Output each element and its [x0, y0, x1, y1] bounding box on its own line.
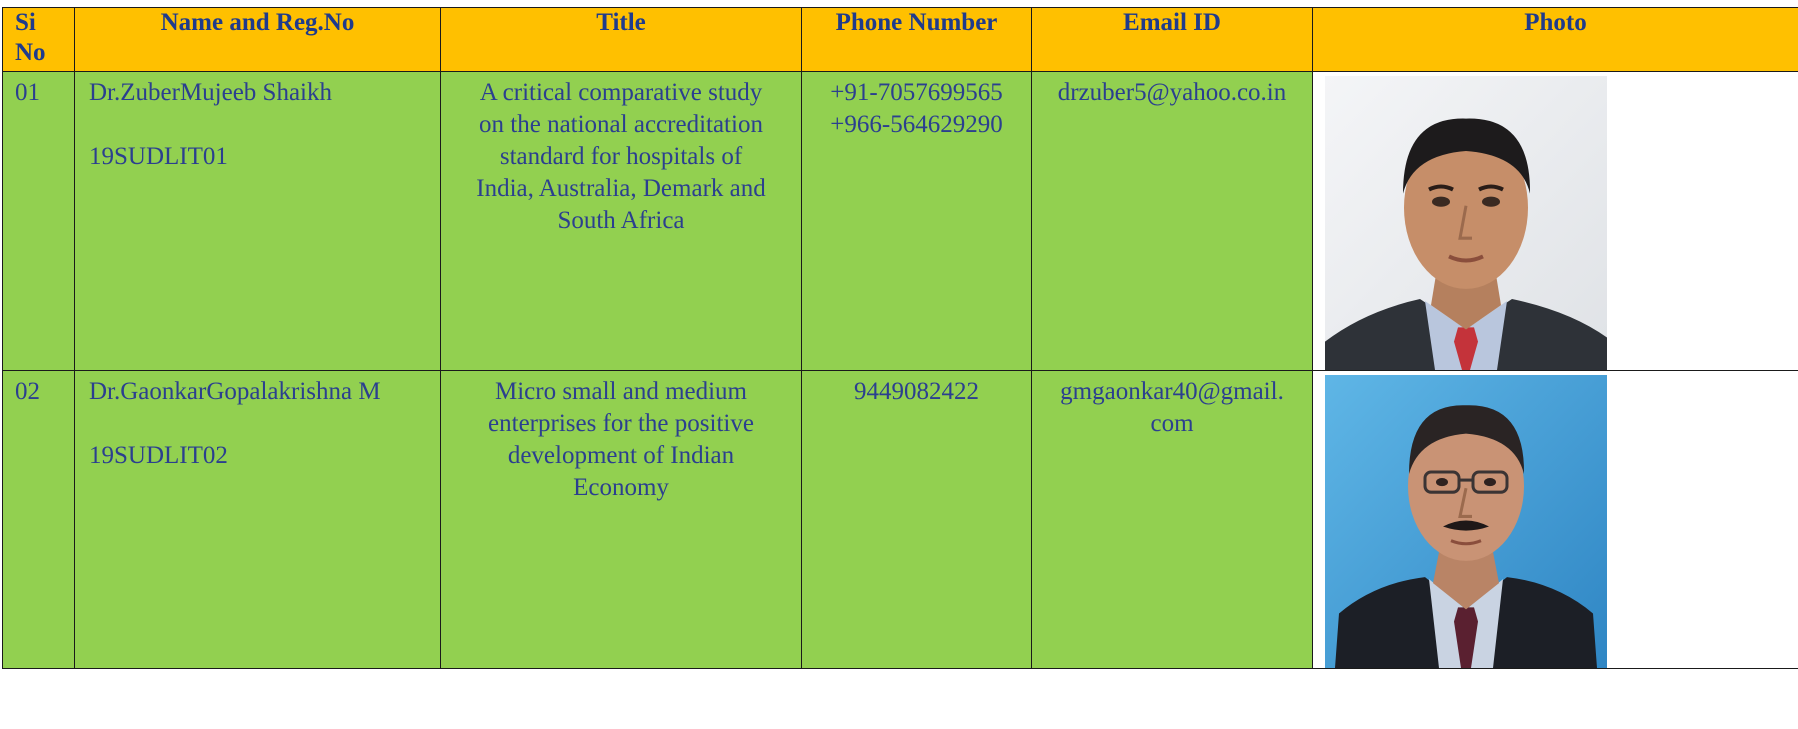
phone-number: 9449082422	[854, 378, 979, 405]
portrait-man-red-tie-icon	[1325, 76, 1607, 370]
header-name: Name and Reg.No	[75, 8, 441, 72]
phone-cell	[802, 72, 1032, 371]
name-cell	[75, 371, 441, 669]
portrait-photo-icon	[1325, 375, 1607, 668]
title-line: development of Indian	[507, 442, 735, 469]
header-si-no	[3, 8, 75, 72]
photo-cell	[1313, 371, 1798, 669]
photo-cell	[1313, 72, 1798, 371]
portrait-man-glasses-icon	[1325, 375, 1607, 668]
title-line: India, Australia, Demark and	[476, 175, 766, 202]
header-si-line1: Si	[15, 9, 36, 36]
title-cell	[441, 371, 802, 669]
scholar-name: Dr.GaonkarGopalakrishna M	[89, 378, 381, 405]
portrait-photo-icon	[1325, 76, 1607, 370]
title-line: enterprises for the positive	[488, 410, 754, 437]
email-cell	[1032, 371, 1313, 669]
header-phone: Phone Number	[802, 8, 1032, 72]
email-address: com	[1150, 410, 1194, 437]
email-address: drzuber5@yahoo.co.in	[1057, 79, 1287, 106]
title-line: Micro small and medium	[494, 378, 748, 405]
phone-number: +966-564629290	[830, 111, 1003, 138]
table-row	[3, 371, 1798, 669]
email-address: gmgaonkar40@gmail.	[1060, 378, 1284, 405]
title-cell	[441, 72, 802, 371]
header-si-line2: No	[15, 39, 46, 66]
title-line: Economy	[573, 474, 669, 501]
reg-number: 19SUDLIT01	[89, 143, 228, 170]
email-cell	[1032, 72, 1313, 371]
phone-number: +91-7057699565	[830, 79, 1003, 106]
header-photo: Photo	[1313, 8, 1798, 72]
header-email: Email ID	[1032, 8, 1313, 72]
title-line: standard for hospitals of	[499, 143, 743, 170]
si-cell: 02	[3, 371, 75, 669]
phone-cell	[802, 371, 1032, 669]
name-cell	[75, 72, 441, 371]
header-row	[3, 8, 1798, 72]
si-cell: 01	[3, 72, 75, 371]
title-line: South Africa	[557, 207, 685, 234]
title-line: on the national accreditation	[479, 111, 763, 138]
scholar-name: Dr.ZuberMujeeb Shaikh	[89, 79, 333, 106]
table-row	[3, 72, 1798, 371]
header-title: Title	[441, 8, 802, 72]
title-line: A critical comparative study	[479, 79, 763, 106]
scholar-register-table	[2, 7, 1798, 669]
reg-number: 19SUDLIT02	[89, 442, 228, 469]
